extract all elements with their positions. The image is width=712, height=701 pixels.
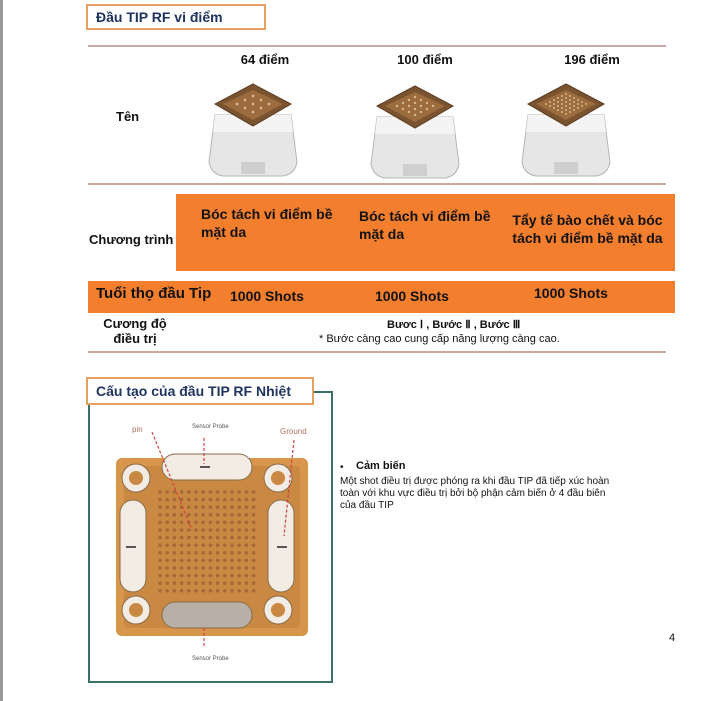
label-sensor-top: Sensor Probe bbox=[192, 424, 229, 430]
tip-image-100 bbox=[367, 72, 463, 182]
row-label-name: Tên bbox=[116, 109, 140, 124]
row-label-intensity: Cương độ điều trị bbox=[103, 316, 167, 346]
section2-title: Cấu tạo của đầu TIP RF Nhiệt bbox=[86, 377, 314, 405]
label-ground: Ground bbox=[280, 427, 307, 436]
program-100: Bóc tách vi điểm bề mặt da bbox=[359, 208, 491, 242]
row-label-program: Chương trình bbox=[89, 232, 174, 247]
page-number: 4 bbox=[669, 632, 676, 644]
life-196: 1000 Shots bbox=[534, 285, 608, 301]
column-header-100: 100 điểm bbox=[397, 52, 453, 67]
tip-image-196 bbox=[518, 70, 614, 180]
label-sensor-bottom: Sensor Probe bbox=[192, 656, 229, 662]
page-edge bbox=[0, 0, 3, 701]
bullet-text: Một shot điều trị được phóng ra khi đầu TIP đã tiếp xúc hoàn toàn với khu vực điều trị bởi bộ phận cảm biến ở 4 đầu biên của đầu TIP bbox=[340, 476, 610, 511]
bullet-dot: • bbox=[340, 462, 344, 473]
intensity-note: * Bước càng cao cung cấp năng lượng càng cao. bbox=[319, 333, 560, 345]
program-64: Bóc tách vi điểm bề mặt da bbox=[201, 206, 333, 240]
life-100: 1000 Shots bbox=[375, 288, 449, 304]
row-label-life: Tuổi thọ đầu Tip bbox=[96, 285, 212, 302]
program-196: Tẩy tế bào chết và bóc tách vi điểm bề mặt da bbox=[512, 212, 663, 246]
life-64: 1000 Shots bbox=[230, 288, 304, 304]
tip-structure-diagram bbox=[112, 420, 312, 670]
column-header-64: 64 điểm bbox=[240, 52, 290, 67]
label-pin: pin bbox=[132, 425, 143, 434]
column-header-196: 196 điểm bbox=[564, 52, 620, 67]
divider-mid bbox=[88, 183, 666, 185]
section1-title: Đầu TIP RF vi điểm bbox=[86, 4, 266, 30]
divider-top bbox=[88, 45, 666, 47]
bullet-title: Cảm biến bbox=[356, 460, 406, 472]
divider-bottom bbox=[88, 351, 666, 353]
intensity-value: Bươc Ⅰ , Bước Ⅱ , Bước Ⅲ bbox=[387, 319, 521, 331]
tip-image-64 bbox=[205, 70, 301, 180]
